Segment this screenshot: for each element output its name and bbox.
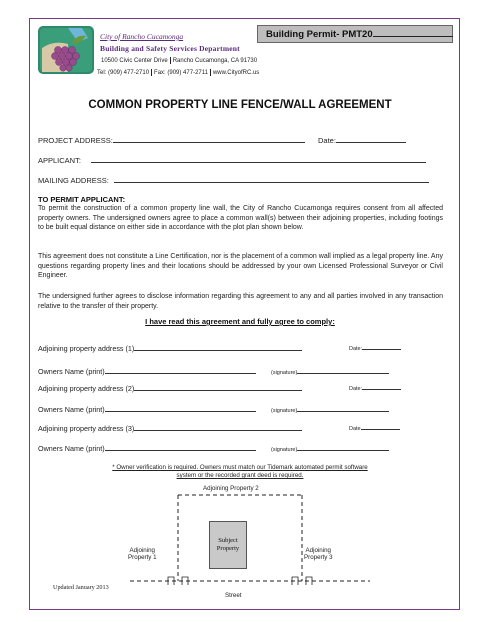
city-logo [38,26,94,74]
adjoining-address-1 [38,343,302,353]
section-heading: TO PERMIT APPLICANT: [38,195,126,204]
owners-name-3-input[interactable] [105,443,256,451]
subject-property-box [209,521,247,569]
adjoining-property-3-line2: Property 3 [304,554,333,561]
city-name: City of Rancho Cucamonga [100,32,184,41]
adjoining-property-2-label: Adjoining Property 2 [203,485,259,492]
applicant-input[interactable] [91,155,426,163]
street-label: Street [225,592,242,599]
adjoining-address-1-input[interactable] [134,343,302,351]
date-2-input[interactable] [362,384,401,390]
department-name: Building and Safety Services Department [100,44,240,53]
date-input[interactable] [336,135,406,143]
owners-name-3 [38,443,256,453]
owners-name-1-input[interactable] [105,366,256,374]
signature-2-label: (signature) [271,408,298,414]
updated-date: Updated January 2013 [53,584,109,591]
address-city: Rancho Cucamonga, CA 91730 [172,58,258,65]
date-2 [349,384,401,392]
date-3 [349,424,400,432]
footnote-line-1: * Owner verification is required. Owners must match our Tidemark automated permit software [112,464,368,471]
mailing-address-field [38,175,429,185]
divider [210,69,211,76]
signature-3-label: (signature) [271,447,298,453]
signature-3-input[interactable] [297,445,389,451]
subject-property-line2: Property [216,545,240,552]
date-1-label: Date: [349,346,363,352]
signature-1-input[interactable] [297,368,389,374]
adjoining-address-1-label: Adjoining property address (1) [38,344,135,353]
project-address-field [38,135,305,145]
owners-name-2 [38,404,256,414]
adjoining-property-1-line1: Adjoining [129,547,155,554]
adjoining-address-2-input[interactable] [134,383,302,391]
address-row [101,57,257,64]
adjoining-address-2-label: Adjoining property address (2) [38,384,135,393]
owners-name-2-label: Owners Name (print) [38,405,105,414]
date-1-input[interactable] [362,344,401,350]
adjoining-address-2 [38,383,302,393]
owners-name-1 [38,366,256,376]
date-label: Date: [318,136,336,145]
date-1 [349,344,401,352]
adjoining-property-1-label [128,547,157,561]
divider [170,57,171,64]
project-address-input[interactable] [113,135,305,143]
owners-name-2-input[interactable] [105,404,256,412]
document-title: COMMON PROPERTY LINE FENCE/WALL AGREEMENT [88,99,392,111]
permit-number-line[interactable] [373,28,453,37]
date-3-label: Date [349,426,361,432]
fax-number: Fax: (909) 477-2711 [154,70,208,77]
footnote-line-2: system or the recorded grant deed is required. [176,472,304,479]
adjoining-property-1-line2: Property 1 [128,554,157,561]
date-2-label: Date: [349,386,363,392]
paragraph-3: The undersigned further agrees to disclose information regarding this agreement to any and all parties involved in any transaction relative to the transfer of their property. [38,293,443,310]
subject-property-line1: Subject [218,537,238,544]
permit-label: Building Permit- PMT20 [266,29,373,40]
project-address-label: PROJECT ADDRESS: [38,136,113,145]
applicant-field [38,155,426,165]
phone-number: Tel: (909) 477-2710 [97,70,150,77]
adjoining-address-3 [38,423,302,433]
address-street: 10500 Civic Center Drive [101,58,168,65]
signature-2-input[interactable] [297,406,389,412]
permit-number-box[interactable] [257,25,453,43]
contact-row [97,69,259,76]
plot-plan-diagram [120,485,380,605]
divider [151,69,152,76]
signature-1-label: (signature) [271,370,298,376]
adjoining-property-3-line1: Adjoining [305,547,331,554]
paragraph-2: This agreement does not constitute a Line Certification, nor is the placement of a common wall implied as a legal property line. Any questions regarding property lines and their locations should be addressed by your own Licensed Professional Surveyor or Civil Engineer. [38,253,443,279]
signature-3 [271,445,389,453]
applicant-label: APPLICANT: [38,156,81,165]
signature-2 [271,406,389,414]
signature-1 [271,368,389,376]
date-3-input[interactable] [361,424,400,430]
adjoining-property-3-label [304,547,333,561]
adjoining-address-3-label: Adjoining property address (3) [38,424,135,433]
date-field [318,135,406,145]
website: www.CityofRC.us [212,70,260,77]
adjoining-address-3-input[interactable] [134,423,302,431]
mailing-address-input[interactable] [114,175,429,183]
mailing-address-label: MAILING ADDRESS: [38,176,109,185]
agreement-statement: I have read this agreement and fully agree to comply: [145,317,335,326]
owners-name-3-label: Owners Name (print) [38,444,105,453]
owners-name-1-label: Owners Name (print) [38,367,105,376]
paragraph-1: To permit the construction of a common property line wall, the City of Rancho Cucamonga requires consent from all affected property owners. The undersigned owners agree to place a common wall(s) between their adjoining properties, including footings to be built equal distance on either side in accordance with the plot plan shown below. [38,205,443,231]
